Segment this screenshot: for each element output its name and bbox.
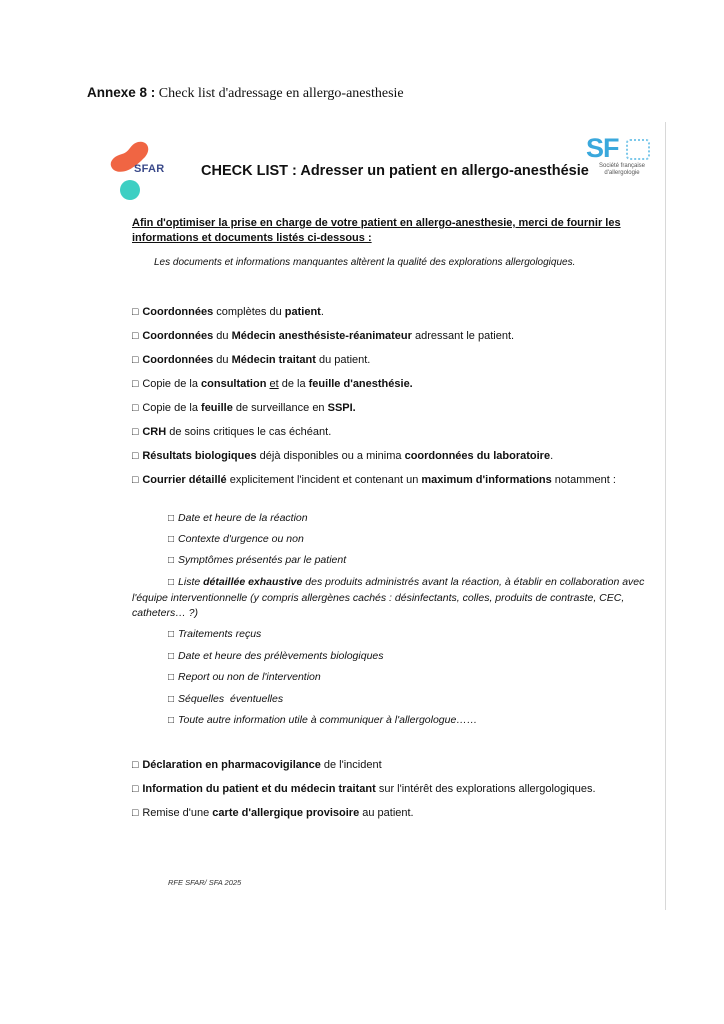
checkbox-icon[interactable]: □ <box>132 760 139 771</box>
sub-item-text: Toute autre information utile à communiquer à l'allergologue…… <box>178 714 478 726</box>
checkbox-icon[interactable]: □ <box>168 534 175 545</box>
item-bold: Coordonnées <box>142 306 214 318</box>
item-bold: Résultats biologiques <box>142 450 257 462</box>
sub-item <box>168 714 477 726</box>
checkbox-icon[interactable]: □ <box>132 331 139 342</box>
item-text: du patient. <box>315 354 371 366</box>
sub-item-text: Contexte d'urgence ou non <box>178 533 304 545</box>
item-text: de surveillance en <box>232 402 328 414</box>
sfa-logo <box>586 133 654 181</box>
item-text: Copie de la <box>142 402 202 414</box>
checkbox-icon[interactable]: □ <box>132 427 139 438</box>
checklist-item <box>132 305 652 320</box>
sfa-sub-line2: d'allergologie <box>604 170 640 176</box>
item-bold: Coordonnées <box>142 354 214 366</box>
checklist-item <box>132 758 652 773</box>
intro-text: Afin d'optimiser la prise en charge de votre patient en allergo-anesthesie, merci de fournir les informations et documents listés ci-dessous : <box>132 217 621 244</box>
item-underline: et <box>269 378 279 390</box>
checklist-item <box>132 806 652 821</box>
checkbox-icon[interactable]: □ <box>168 694 175 705</box>
checkbox-icon[interactable]: □ <box>168 651 175 662</box>
checkbox-icon[interactable]: □ <box>132 403 139 414</box>
item-bold: Médecin traitant <box>231 354 316 366</box>
item-text: . <box>550 450 554 462</box>
item-bold: patient <box>284 306 321 318</box>
item-text: Remise d'une <box>142 807 213 819</box>
footer-text: RFE SFAR/ SFA 2025 <box>168 878 242 887</box>
item-bold: feuille d'anesthésie. <box>308 378 413 390</box>
item-text: de soins critiques le cas échéant. <box>166 426 332 438</box>
page-border <box>665 122 666 910</box>
checkbox-icon[interactable]: □ <box>132 307 139 318</box>
item-bold: Coordonnées <box>142 330 214 342</box>
checklist-item <box>132 782 652 797</box>
item-bold: coordonnées du laboratoire <box>404 450 551 462</box>
note-text: Les documents et informations manquantes altèrent la qualité des explorations allergologiques. <box>154 257 576 268</box>
item-bold: Courrier détaillé <box>142 474 227 486</box>
checkbox-icon[interactable]: □ <box>168 513 175 524</box>
item-bold: maximum d'informations <box>421 474 552 486</box>
sfa-sub-line1: Société française <box>598 163 646 169</box>
checkbox-icon[interactable]: □ <box>168 577 175 588</box>
checklist-item <box>132 401 652 416</box>
item-text: . <box>320 306 324 318</box>
annexe-heading <box>87 85 404 102</box>
sfar-logo-text: SFAR <box>134 163 165 175</box>
checkbox-icon[interactable]: □ <box>132 451 139 462</box>
checklist-item <box>132 353 652 368</box>
item-bold: CRH <box>142 426 167 438</box>
sub-item-text: Date et heure de la réaction <box>178 512 308 524</box>
sub-item <box>168 693 283 705</box>
checklist-item <box>132 473 652 488</box>
item-bold: carte d'allergique provisoire <box>212 807 360 819</box>
page-title: CHECK LIST : Adresser un patient en allergo-anesthésie <box>201 163 589 179</box>
checklist-item <box>132 449 652 464</box>
checkbox-icon[interactable]: □ <box>132 784 139 795</box>
item-text: de l'incident <box>320 759 382 771</box>
sfa-logo-text: SF <box>586 133 619 163</box>
item-text: du <box>213 330 232 342</box>
item-bold: feuille <box>201 402 233 414</box>
item-bold: Information du patient et du médecin traitant <box>142 783 376 795</box>
sub-item <box>132 575 652 622</box>
checklist-item <box>132 425 652 440</box>
sub-item <box>168 671 321 683</box>
checkbox-icon[interactable]: □ <box>168 555 175 566</box>
checkbox-icon[interactable]: □ <box>168 672 175 683</box>
checkbox-icon[interactable]: □ <box>168 715 175 726</box>
sub-item-text: Traitements reçus <box>178 628 262 640</box>
checklist-item <box>132 329 652 344</box>
item-text: notamment : <box>551 474 616 486</box>
sub-item-text: Date et heure des prélèvements biologiques <box>178 650 384 662</box>
item-text: déjà disponibles ou a minima <box>256 450 405 462</box>
item-text: au patient. <box>359 807 414 819</box>
item-text: adressant le patient. <box>411 330 515 342</box>
checklist-item <box>132 377 652 392</box>
sub-item-text: Liste <box>178 576 204 588</box>
item-bold: Déclaration en pharmacovigilance <box>142 759 321 771</box>
item-text: complètes du <box>213 306 285 318</box>
item-text: explicitement l'incident et contenant un <box>226 474 422 486</box>
checkbox-icon[interactable]: □ <box>132 808 139 819</box>
sfa-logo-subtitle <box>590 163 654 177</box>
sub-item <box>168 650 384 662</box>
item-bold: consultation <box>201 378 267 390</box>
sub-item-text: Report ou non de l'intervention <box>178 671 321 683</box>
sub-item-text: Séquelles éventuelles <box>178 693 284 705</box>
item-bold: SSPI. <box>327 402 356 414</box>
sub-item-text: des produits administrés avant la réaction, à établir en collaboration avec l'équipe interventionnelle (y compris allergènes cachés : désinfectants, colles, produits de contraste, CEC, catheters… ?) <box>132 576 645 619</box>
sub-item <box>168 533 304 545</box>
item-text: Copie de la <box>142 378 202 390</box>
item-text: sur l'intérêt des explorations allergologiques. <box>375 783 596 795</box>
item-bold: Médecin anesthésiste-réanimateur <box>231 330 412 342</box>
checkbox-icon[interactable]: □ <box>168 629 175 640</box>
sub-item-bold: détaillée exhaustive <box>203 576 303 588</box>
annexe-label: Annexe 8 : <box>87 85 156 100</box>
sub-item <box>168 512 308 524</box>
sub-item <box>168 554 346 566</box>
annexe-text: Check list d'adressage en allergo-anesthesie <box>158 86 404 101</box>
checkbox-icon[interactable]: □ <box>132 475 139 486</box>
sub-item-text: Symptômes présentés par le patient <box>178 554 347 566</box>
checkbox-icon[interactable]: □ <box>132 355 139 366</box>
item-text: de la <box>278 378 309 390</box>
item-text: du <box>213 354 232 366</box>
sfa-logo-a-icon <box>626 139 650 160</box>
checkbox-icon[interactable]: □ <box>132 379 139 390</box>
sub-item <box>168 628 261 640</box>
